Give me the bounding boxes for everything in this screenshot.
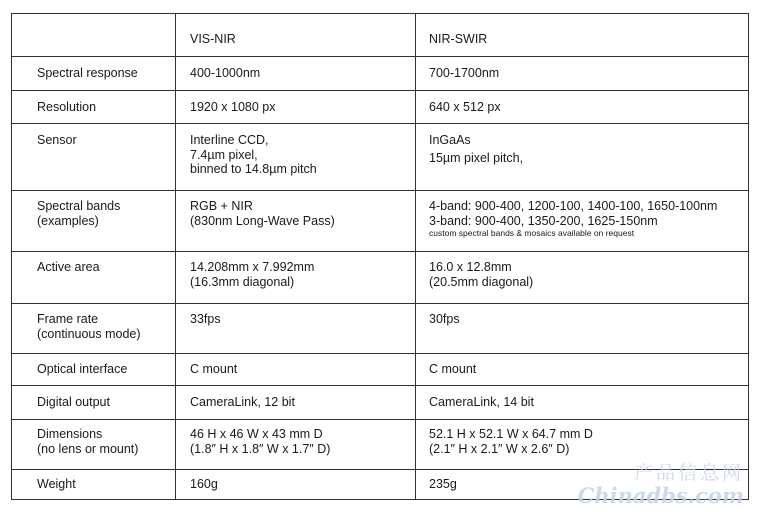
row-label: Spectral bands (37, 199, 121, 213)
vis-nir-value: Interline CCD, (190, 133, 269, 147)
nir-swir-cell (416, 354, 749, 386)
vis-nir-cell (176, 252, 416, 304)
row-resolution (12, 91, 749, 124)
vis-nir-value: 1920 x 1080 px (190, 100, 276, 114)
vis-nir-value: (16.3mm diagonal) (190, 274, 295, 289)
vis-nir-cell (176, 354, 416, 386)
vis-nir-cell (176, 57, 416, 91)
nir-swir-value: C mount (429, 362, 477, 376)
label-cell (12, 252, 176, 304)
row-label: Resolution (37, 100, 97, 114)
nir-swir-cell (416, 57, 749, 91)
row-sensor (12, 124, 749, 191)
header-vis-nir: VIS-NIR (190, 32, 236, 46)
nir-swir-cell (416, 252, 749, 304)
header-nir-swir: NIR-SWIR (429, 32, 488, 46)
row-optical-interface (12, 354, 749, 386)
row-label: Spectral response (37, 66, 138, 80)
row-label-sub: (continuous mode) (37, 326, 141, 341)
nir-swir-cell (416, 191, 749, 252)
vis-nir-value: 33fps (190, 312, 221, 326)
label-cell (12, 191, 176, 252)
vis-nir-value: C mount (190, 362, 238, 376)
header-cell-vis-nir (176, 14, 416, 57)
row-dimensions (12, 420, 749, 470)
nir-swir-value: 700-1700nm (429, 66, 500, 80)
nir-swir-value: 640 x 512 px (429, 100, 501, 114)
label-cell (12, 91, 176, 124)
vis-nir-value: 14.208mm x 7.992mm (190, 260, 315, 274)
nir-swir-value: InGaAs (429, 133, 471, 147)
nir-swir-cell (416, 124, 749, 191)
nir-swir-value: 30fps (429, 312, 460, 326)
vis-nir-value: CameraLink, 12 bit (190, 395, 295, 409)
vis-nir-cell (176, 304, 416, 354)
vis-nir-value: binned to 14.8µm pitch (190, 162, 317, 176)
vis-nir-cell (176, 420, 416, 470)
row-frame-rate (12, 304, 749, 354)
label-cell (12, 57, 176, 91)
label-cell (12, 386, 176, 420)
row-label: Optical interface (37, 362, 128, 376)
row-label-sub: (examples) (37, 213, 99, 228)
nir-swir-value: 52.1 H x 52.1 W x 64.7 mm D (429, 427, 593, 441)
nir-swir-value: 3-band: 900-400, 1350-200, 1625-150nm (429, 213, 658, 228)
row-digital-output (12, 386, 749, 420)
vis-nir-value: (1.8″ H x 1.8″ W x 1.7″ D) (190, 441, 331, 456)
header-row (12, 14, 749, 57)
nir-swir-cell (416, 470, 749, 500)
nir-swir-cell (416, 304, 749, 354)
nir-swir-cell (416, 420, 749, 470)
vis-nir-cell (176, 91, 416, 124)
label-cell (12, 124, 176, 191)
row-label: Active area (37, 260, 100, 274)
label-cell (12, 354, 176, 386)
nir-swir-value: 16.0 x 12.8mm (429, 260, 512, 274)
nir-swir-value: 4-band: 900-400, 1200-100, 1400-100, 1650-100nm (429, 199, 718, 213)
vis-nir-value: RGB + NIR (190, 199, 253, 213)
row-label: Sensor (37, 133, 77, 147)
vis-nir-cell (176, 124, 416, 191)
nir-swir-value: (2.1″ H x 2.1″ W x 2.6″ D) (429, 441, 570, 456)
nir-swir-value: 15µm pixel pitch, (429, 150, 524, 165)
row-label-sub: (no lens or mount) (37, 441, 139, 456)
vis-nir-value: 46 H x 46 W x 43 mm D (190, 427, 323, 441)
nir-swir-note: custom spectral bands & mosaics available on request (429, 228, 635, 238)
watermark-en: Chinadbs.com (577, 483, 744, 508)
label-cell (12, 420, 176, 470)
row-active-area (12, 252, 749, 304)
row-spectral-response (12, 57, 749, 91)
vis-nir-cell (176, 470, 416, 500)
header-cell-nir-swir (416, 14, 749, 57)
header-label-cell (12, 14, 176, 57)
row-label: Dimensions (37, 427, 103, 441)
nir-swir-value: (20.5mm diagonal) (429, 274, 534, 289)
watermark-cn: 产品信息网 (633, 462, 744, 484)
row-label: Frame rate (37, 312, 99, 326)
row-spectral-bands (12, 191, 749, 252)
vis-nir-value: (830nm Long-Wave Pass) (190, 213, 335, 228)
vis-nir-value: 160g (190, 477, 218, 491)
nir-swir-value: CameraLink, 14 bit (429, 395, 534, 409)
vis-nir-cell (176, 191, 416, 252)
label-cell (12, 304, 176, 354)
vis-nir-value: 7.4µm pixel, (190, 147, 258, 162)
vis-nir-value: 400-1000nm (190, 66, 261, 80)
row-label: Weight (37, 477, 76, 491)
nir-swir-cell (416, 91, 749, 124)
nir-swir-cell (416, 386, 749, 420)
label-cell (12, 470, 176, 500)
spec-table (11, 13, 749, 500)
row-label: Digital output (37, 395, 110, 409)
row-weight (12, 470, 749, 500)
nir-swir-value: 235g (429, 477, 457, 491)
vis-nir-cell (176, 386, 416, 420)
